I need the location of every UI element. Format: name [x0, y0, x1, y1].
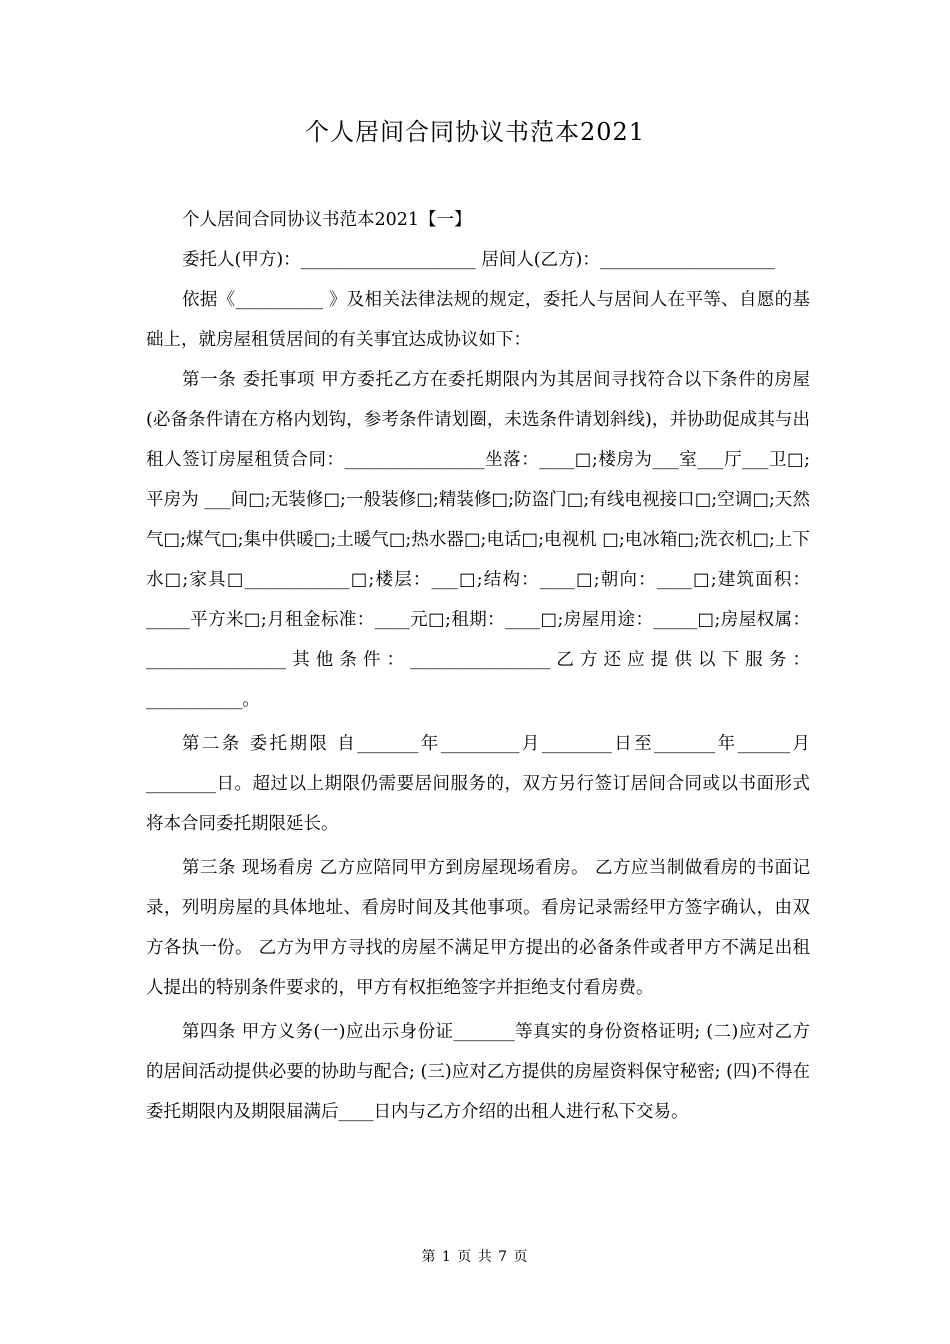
parties-line: 委托人(甲方)：____________________ 居间人(乙方)：____________________ — [182, 250, 775, 270]
article-3-paragraph: 第三条 现场看房 乙方应陪同甲方到房屋现场看房。 乙方应当制做看房的书面记录，列明房屋的具体地址、看房时间及其他事项。看房记录需经甲方签字确认，由双方各执一份。 乙方为甲方寻找的房屋不满足甲方提出的必备条件或者甲方不满足出租人提出的特别条件要求的，甲方有权拒绝签字并拒绝支付看房费。 — [146, 858, 810, 998]
preamble-paragraph: 依据《__________ 》及相关法律法规的规定，委托人与居间人在平等、自愿的基础上，就房屋租赁居间的有关事宜达成协议如下： — [146, 290, 810, 350]
article-1-paragraph: 第一条 委托事项 甲方委托乙方在委托期限内为其居间寻找符合以下条件的房屋(必备条件请在方格内划钩，参考条件请划圈，未选条件请划斜线)，并协助促成其与出租人签订房屋租赁合同：________________坐落：____□;楼房为___室___厅___卫□;平房为 ___间□;无装修□;一般装修□;精装修□;防盗门□;有线电视接口□;空调□;天然气□;煤气□;集中供暖□;土暖气□;热水器□;电话□;电视机 □;电冰箱□;洗衣机□;上下水□;家具□____________□;楼层：___□;结构：____□;朝向：____□;建筑面积：_____平方米□;月租金标准：____元□;租期：____□;房屋用途：_____□;房屋权属：________________其他条件：________________乙方还应提供以下服务：___________。 — [146, 370, 810, 710]
page-footer: 第 1 页 共 7 页 — [421, 1249, 529, 1265]
section-heading: 个人居间合同协议书范本2021【一】 — [182, 210, 472, 230]
article-2-paragraph: 第二条 委托期限 自_______年_________月________日至_______年______月________日。超过以上期限仍需要居间服务的，双方另行签订居间合同或以书面形式将本合同委托期限延长。 — [146, 734, 810, 834]
document-body — [146, 200, 810, 1132]
article-4-paragraph: 第四条 甲方义务(一)应出示身份证_______等真实的身份资格证明; (二)应对乙方的居间活动提供必要的协助与配合; (三)应对乙方提供的房屋资料保守秘密; (四)不得在委托期限内及期限届满后____日内与乙方介绍的出租人进行私下交易。 — [146, 1022, 810, 1122]
document-title: 个人居间合同协议书范本2021 — [304, 118, 646, 146]
